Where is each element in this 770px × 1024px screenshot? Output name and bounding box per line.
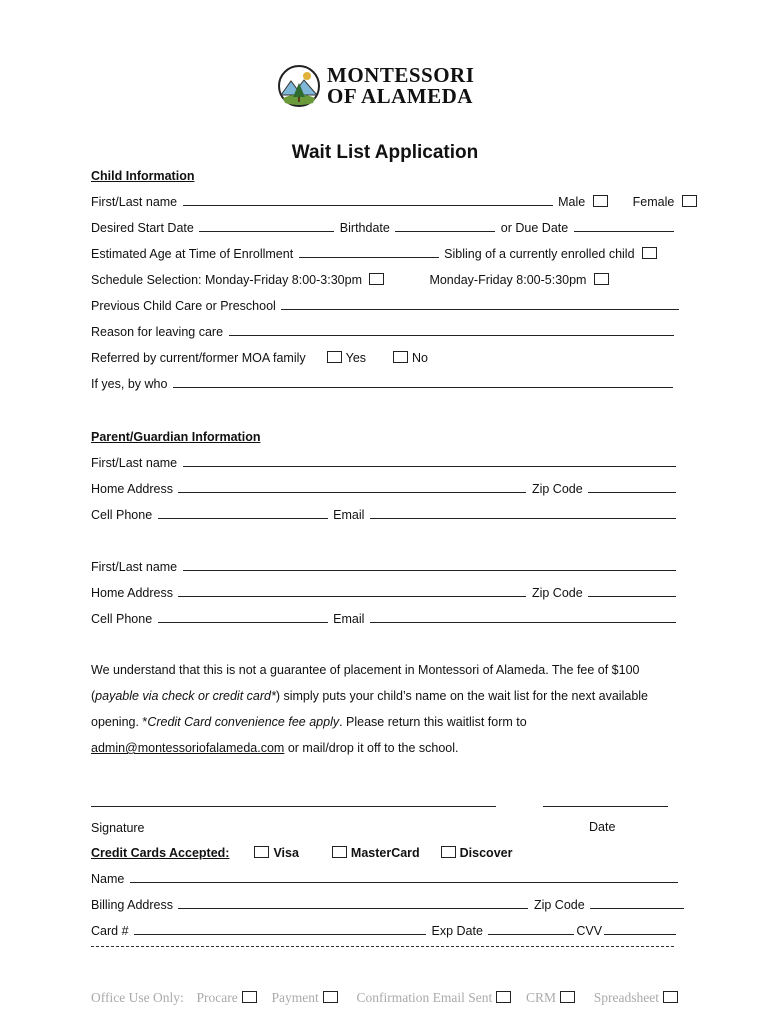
card-number-label: Card # <box>91 924 129 938</box>
billing-label: Billing Address <box>91 898 173 912</box>
by-who-row <box>91 376 675 392</box>
sibling-label: Sibling of a currently enrolled child <box>444 247 635 261</box>
card-name-field[interactable] <box>130 871 678 883</box>
parent1-email-field[interactable] <box>370 507 676 519</box>
confirm-email-checkbox[interactable] <box>496 991 511 1003</box>
payment-checkbox[interactable] <box>323 991 338 1003</box>
start-date-field[interactable] <box>199 220 334 232</box>
parent1-email-label: Email <box>333 508 365 522</box>
parent2-zip-field[interactable] <box>588 585 676 597</box>
referred-no-label: No <box>412 351 428 365</box>
by-who-field[interactable] <box>173 376 673 388</box>
parent2-email-field[interactable] <box>370 611 676 623</box>
spreadsheet-checkbox[interactable] <box>663 991 678 1003</box>
card-number-field[interactable] <box>134 923 426 935</box>
start-date-label: Desired Start Date <box>91 221 194 235</box>
parent2-cell-field[interactable] <box>158 611 328 623</box>
date-line[interactable] <box>543 806 668 807</box>
schedule-label: Schedule Selection: Monday-Friday 8:00-3:30pm <box>91 273 362 287</box>
parent1-cell-field[interactable] <box>158 507 328 519</box>
reason-field[interactable] <box>229 324 674 336</box>
page-title: Wait List Application <box>291 142 479 163</box>
parent2-address-field[interactable] <box>178 585 526 597</box>
parent1-zip-label: Zip Code <box>531 482 583 496</box>
schedule-330-checkbox[interactable] <box>369 273 384 285</box>
visa-label: Visa <box>273 846 299 860</box>
parent1-address-field[interactable] <box>178 481 526 493</box>
discover-label: Discover <box>459 846 513 860</box>
parent1-name-label: First/Last name <box>91 456 178 470</box>
notice-line1: We understand that this is not a guarantee of placement in Montessori of Alameda. The fee of $100 <box>91 663 640 677</box>
billing-zip-field[interactable] <box>590 897 684 909</box>
notice-line3-start: opening. * <box>91 715 148 729</box>
billing-zip-label: Zip Code <box>533 898 585 912</box>
referred-row <box>91 350 428 366</box>
crm-label: CRM <box>525 990 556 1005</box>
notice-line4-rest: or mail/drop it off to the school. <box>284 741 459 755</box>
exp-label: Exp Date <box>431 924 483 938</box>
child-name-label: First/Last name <box>91 195 178 209</box>
notice-line2-rest: ) simply puts your child’s name on the wait list for the next available <box>275 689 648 703</box>
parent-info-heading: Parent/Guardian Information <box>91 430 261 444</box>
schedule-530-checkbox[interactable] <box>594 273 609 285</box>
school-logo <box>277 63 497 111</box>
logo-line2: OF ALAMEDA <box>327 84 473 108</box>
child-info-heading: Child Information <box>91 169 195 183</box>
cvv-field[interactable] <box>604 923 676 935</box>
male-checkbox[interactable] <box>593 195 608 207</box>
due-date-field[interactable] <box>574 220 674 232</box>
parent1-name-field[interactable] <box>183 455 676 467</box>
due-date-label: or Due Date <box>500 221 569 235</box>
parent2-zip-label: Zip Code <box>531 586 583 600</box>
mountain-tree-icon <box>277 63 321 109</box>
signature-label: Signature <box>91 821 145 835</box>
referred-no-checkbox[interactable] <box>393 351 408 363</box>
by-who-label: If yes, by who <box>91 377 168 391</box>
reason-row <box>91 324 676 340</box>
exp-field[interactable] <box>488 923 574 935</box>
cvv-label: CVV <box>576 924 603 938</box>
billing-field[interactable] <box>178 897 528 909</box>
date-label: Date <box>589 820 616 834</box>
child-name-field[interactable] <box>183 194 553 206</box>
billing-row <box>91 897 686 913</box>
parent2-cell-label: Cell Phone <box>91 612 153 626</box>
parent2-name-label: First/Last name <box>91 560 178 574</box>
age-label: Estimated Age at Time of Enrollment <box>91 247 294 261</box>
crm-checkbox[interactable] <box>560 991 575 1003</box>
parent1-address-label: Home Address <box>91 482 173 496</box>
discover-checkbox[interactable] <box>441 846 456 858</box>
parent1-cell-label: Cell Phone <box>91 508 153 522</box>
reason-label: Reason for leaving care <box>91 325 224 339</box>
parent2-name-field[interactable] <box>183 559 676 571</box>
notice-paragraph <box>91 657 691 761</box>
logo-line1: MONTESSORI <box>327 63 475 87</box>
card-name-row <box>91 871 680 887</box>
procare-checkbox[interactable] <box>242 991 257 1003</box>
payment-label: Payment <box>271 990 319 1005</box>
office-use-row <box>91 990 682 1006</box>
parent2-contact-row <box>91 611 678 627</box>
notice-line3-rest: . Please return this waitlist form to <box>339 715 527 729</box>
parent2-address-row <box>91 585 678 601</box>
confirm-email-label: Confirmation Email Sent <box>356 990 493 1005</box>
spreadsheet-label: Spreadsheet <box>593 990 659 1005</box>
parent2-address-label: Home Address <box>91 586 173 600</box>
mastercard-label: MasterCard <box>350 846 420 860</box>
credit-card-row <box>91 845 512 861</box>
parent1-name-row <box>91 455 678 471</box>
sibling-checkbox[interactable] <box>642 247 657 259</box>
previous-care-row <box>91 298 681 314</box>
birthdate-label: Birthdate <box>339 221 390 235</box>
parent1-zip-field[interactable] <box>588 481 676 493</box>
male-label: Male <box>558 195 586 209</box>
previous-care-field[interactable] <box>281 298 679 310</box>
start-date-row <box>91 220 676 236</box>
female-label: Female <box>632 195 675 209</box>
schedule-530-label: Monday-Friday 8:00-5:30pm <box>429 273 587 287</box>
female-checkbox[interactable] <box>682 195 697 207</box>
notice-line4 <box>91 735 691 761</box>
card-number-row <box>91 923 678 939</box>
notice-fee-note: Credit Card convenience fee apply <box>147 715 340 729</box>
age-field[interactable] <box>299 246 439 258</box>
notice-line2 <box>91 683 691 709</box>
notice-line3 <box>91 709 691 735</box>
referred-yes-checkbox[interactable] <box>327 351 342 363</box>
mastercard-checkbox[interactable] <box>332 846 347 858</box>
referred-label: Referred by current/former MOA family <box>91 351 306 365</box>
visa-checkbox[interactable] <box>254 846 269 858</box>
previous-care-label: Previous Child Care or Preschool <box>91 299 276 313</box>
admin-email-link[interactable]: admin@montessoriofalameda.com <box>91 741 285 755</box>
signature-line[interactable] <box>91 806 496 807</box>
office-label: Office Use Only: <box>91 990 184 1005</box>
parent1-contact-row <box>91 507 678 523</box>
cut-line <box>91 946 674 947</box>
child-name-row <box>91 194 701 210</box>
parent2-email-label: Email <box>333 612 365 626</box>
birthdate-field[interactable] <box>395 220 495 232</box>
credit-card-heading: Credit Cards Accepted: <box>91 846 230 860</box>
parent1-address-row <box>91 481 678 497</box>
referred-yes-label: Yes <box>345 351 367 365</box>
age-row <box>91 246 661 262</box>
card-name-label: Name <box>91 872 125 886</box>
procare-label: Procare <box>196 990 238 1005</box>
schedule-row <box>91 272 613 288</box>
parent2-name-row <box>91 559 678 575</box>
notice-paren-open: ( <box>91 689 96 703</box>
notice-payment-note: payable via check or credit card* <box>95 689 276 703</box>
